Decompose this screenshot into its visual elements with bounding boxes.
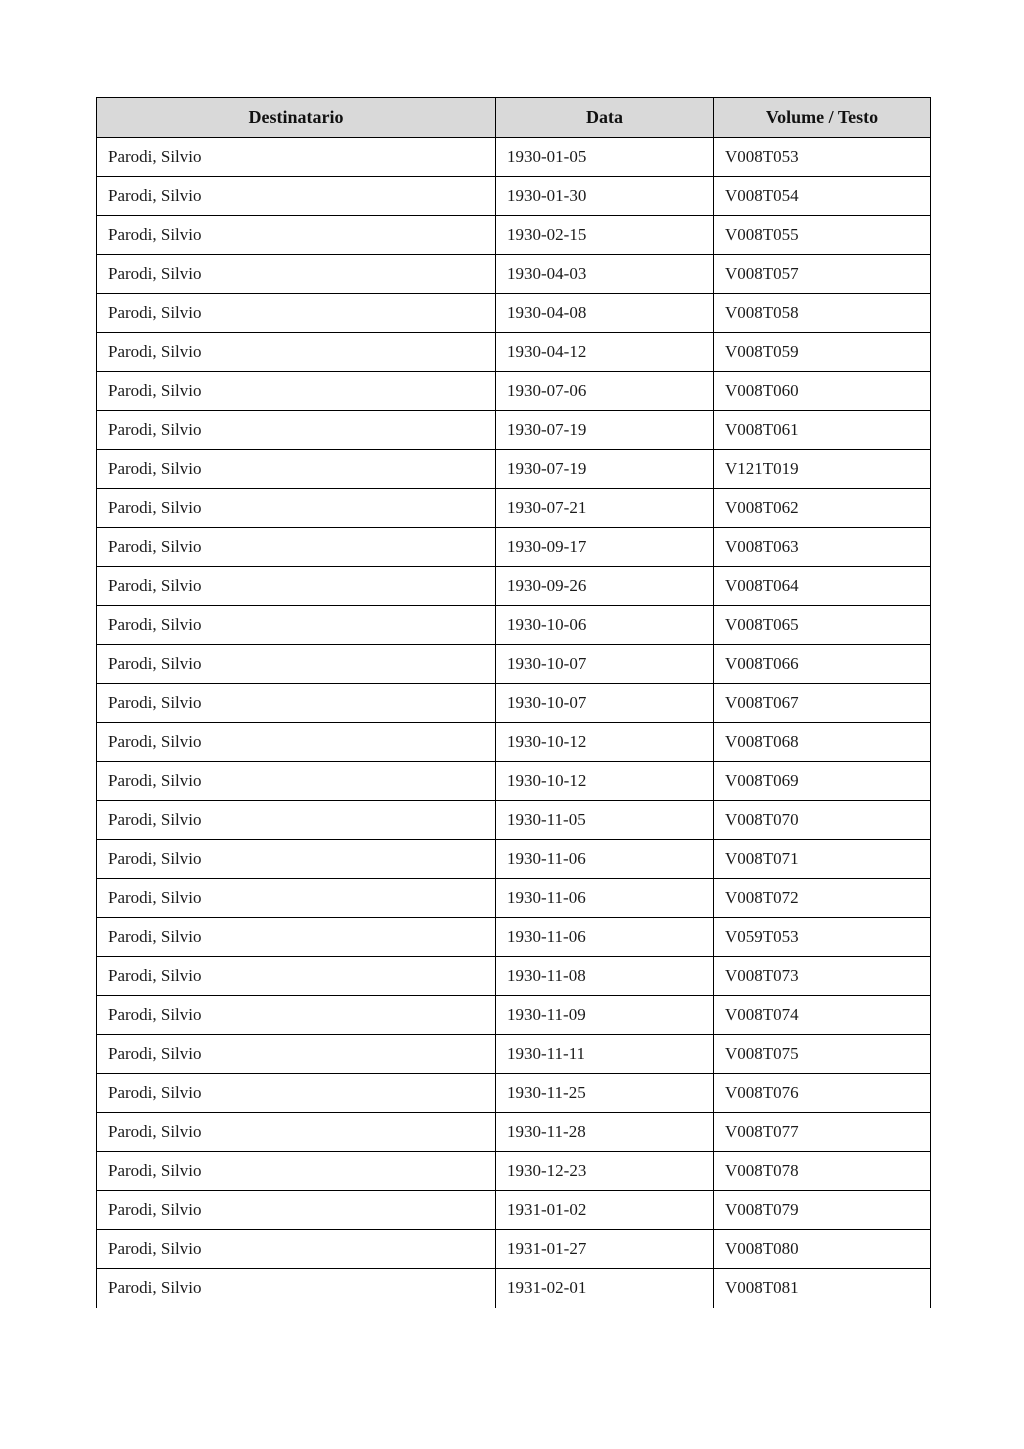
cell-data: 1930-10-07 xyxy=(496,684,714,723)
table-row xyxy=(97,879,931,918)
table-row xyxy=(97,762,931,801)
cell-data: 1930-11-06 xyxy=(496,879,714,918)
table-row xyxy=(97,216,931,255)
table-row xyxy=(97,606,931,645)
cell-data: 1930-11-08 xyxy=(496,957,714,996)
table-row xyxy=(97,1230,931,1269)
cell-destinatario: Parodi, Silvio xyxy=(97,801,496,840)
table-row xyxy=(97,489,931,528)
cell-data: 1930-02-15 xyxy=(496,216,714,255)
cell-destinatario: Parodi, Silvio xyxy=(97,450,496,489)
cell-destinatario: Parodi, Silvio xyxy=(97,879,496,918)
cell-volume-testo: V008T053 xyxy=(714,138,931,177)
cell-data: 1930-11-09 xyxy=(496,996,714,1035)
cell-destinatario: Parodi, Silvio xyxy=(97,372,496,411)
cell-data: 1930-09-17 xyxy=(496,528,714,567)
cell-destinatario: Parodi, Silvio xyxy=(97,489,496,528)
cell-destinatario: Parodi, Silvio xyxy=(97,1152,496,1191)
cell-destinatario: Parodi, Silvio xyxy=(97,1269,496,1308)
cell-data: 1930-07-19 xyxy=(496,450,714,489)
table-row xyxy=(97,1191,931,1230)
cell-volume-testo: V008T058 xyxy=(714,294,931,333)
correspondence-table xyxy=(96,97,931,1308)
cell-volume-testo: V008T063 xyxy=(714,528,931,567)
table-row xyxy=(97,255,931,294)
cell-volume-testo: V008T065 xyxy=(714,606,931,645)
table-row xyxy=(97,294,931,333)
cell-data: 1930-10-12 xyxy=(496,723,714,762)
table-row xyxy=(97,528,931,567)
cell-destinatario: Parodi, Silvio xyxy=(97,1074,496,1113)
cell-volume-testo: V008T055 xyxy=(714,216,931,255)
cell-destinatario: Parodi, Silvio xyxy=(97,840,496,879)
table-row xyxy=(97,1074,931,1113)
table-row xyxy=(97,1035,931,1074)
table-row xyxy=(97,450,931,489)
cell-data: 1930-01-05 xyxy=(496,138,714,177)
cell-destinatario: Parodi, Silvio xyxy=(97,723,496,762)
cell-destinatario: Parodi, Silvio xyxy=(97,411,496,450)
cell-data: 1930-12-23 xyxy=(496,1152,714,1191)
cell-volume-testo: V008T062 xyxy=(714,489,931,528)
cell-volume-testo: V008T073 xyxy=(714,957,931,996)
table-row xyxy=(97,840,931,879)
cell-data: 1930-11-28 xyxy=(496,1113,714,1152)
cell-volume-testo: V008T071 xyxy=(714,840,931,879)
table-row xyxy=(97,957,931,996)
cell-volume-testo: V008T068 xyxy=(714,723,931,762)
table-row xyxy=(97,138,931,177)
cell-volume-testo: V008T074 xyxy=(714,996,931,1035)
cell-destinatario: Parodi, Silvio xyxy=(97,762,496,801)
cell-volume-testo: V008T059 xyxy=(714,333,931,372)
cell-destinatario: Parodi, Silvio xyxy=(97,606,496,645)
table-row xyxy=(97,684,931,723)
table-row xyxy=(97,333,931,372)
cell-destinatario: Parodi, Silvio xyxy=(97,996,496,1035)
cell-data: 1930-09-26 xyxy=(496,567,714,606)
cell-volume-testo: V008T057 xyxy=(714,255,931,294)
cell-destinatario: Parodi, Silvio xyxy=(97,957,496,996)
cell-data: 1930-04-12 xyxy=(496,333,714,372)
cell-data: 1930-11-06 xyxy=(496,918,714,957)
cell-data: 1930-04-08 xyxy=(496,294,714,333)
cell-destinatario: Parodi, Silvio xyxy=(97,918,496,957)
cell-data: 1930-10-12 xyxy=(496,762,714,801)
cell-data: 1930-11-05 xyxy=(496,801,714,840)
cell-data: 1930-07-19 xyxy=(496,411,714,450)
cell-volume-testo: V121T019 xyxy=(714,450,931,489)
table-row xyxy=(97,645,931,684)
cell-volume-testo: V008T072 xyxy=(714,879,931,918)
cell-destinatario: Parodi, Silvio xyxy=(97,1035,496,1074)
cell-data: 1931-01-02 xyxy=(496,1191,714,1230)
cell-volume-testo: V008T081 xyxy=(714,1269,931,1308)
cell-destinatario: Parodi, Silvio xyxy=(97,1230,496,1269)
cell-volume-testo: V008T075 xyxy=(714,1035,931,1074)
cell-data: 1930-11-11 xyxy=(496,1035,714,1074)
cell-data: 1930-11-25 xyxy=(496,1074,714,1113)
table-row xyxy=(97,567,931,606)
cell-destinatario: Parodi, Silvio xyxy=(97,528,496,567)
cell-volume-testo: V008T067 xyxy=(714,684,931,723)
cell-data: 1930-01-30 xyxy=(496,177,714,216)
cell-destinatario: Parodi, Silvio xyxy=(97,333,496,372)
cell-destinatario: Parodi, Silvio xyxy=(97,645,496,684)
cell-data: 1931-01-27 xyxy=(496,1230,714,1269)
table-row xyxy=(97,723,931,762)
cell-data: 1930-10-06 xyxy=(496,606,714,645)
cell-data: 1931-02-01 xyxy=(496,1269,714,1308)
table-row xyxy=(97,918,931,957)
cell-volume-testo: V008T077 xyxy=(714,1113,931,1152)
cell-data: 1930-04-03 xyxy=(496,255,714,294)
table-row xyxy=(97,996,931,1035)
cell-data: 1930-10-07 xyxy=(496,645,714,684)
cell-destinatario: Parodi, Silvio xyxy=(97,684,496,723)
table-row xyxy=(97,1152,931,1191)
cell-destinatario: Parodi, Silvio xyxy=(97,216,496,255)
cell-destinatario: Parodi, Silvio xyxy=(97,255,496,294)
table-header-row xyxy=(97,98,931,138)
column-header-destinatario: Destinatario xyxy=(97,98,496,138)
cell-volume-testo: V059T053 xyxy=(714,918,931,957)
cell-destinatario: Parodi, Silvio xyxy=(97,138,496,177)
cell-volume-testo: V008T060 xyxy=(714,372,931,411)
cell-volume-testo: V008T076 xyxy=(714,1074,931,1113)
cell-volume-testo: V008T080 xyxy=(714,1230,931,1269)
table-row xyxy=(97,411,931,450)
cell-volume-testo: V008T064 xyxy=(714,567,931,606)
table-row xyxy=(97,372,931,411)
table-row xyxy=(97,801,931,840)
cell-data: 1930-11-06 xyxy=(496,840,714,879)
table-row xyxy=(97,1113,931,1152)
cell-volume-testo: V008T061 xyxy=(714,411,931,450)
cell-volume-testo: V008T069 xyxy=(714,762,931,801)
cell-destinatario: Parodi, Silvio xyxy=(97,177,496,216)
cell-data: 1930-07-21 xyxy=(496,489,714,528)
table-row xyxy=(97,1269,931,1308)
cell-destinatario: Parodi, Silvio xyxy=(97,1113,496,1152)
cell-destinatario: Parodi, Silvio xyxy=(97,567,496,606)
cell-data: 1930-07-06 xyxy=(496,372,714,411)
cell-volume-testo: V008T078 xyxy=(714,1152,931,1191)
column-header-data: Data xyxy=(496,98,714,138)
cell-destinatario: Parodi, Silvio xyxy=(97,1191,496,1230)
column-header-volume-testo: Volume / Testo xyxy=(714,98,931,138)
cell-volume-testo: V008T054 xyxy=(714,177,931,216)
table-row xyxy=(97,177,931,216)
cell-destinatario: Parodi, Silvio xyxy=(97,294,496,333)
cell-volume-testo: V008T066 xyxy=(714,645,931,684)
cell-volume-testo: V008T079 xyxy=(714,1191,931,1230)
cell-volume-testo: V008T070 xyxy=(714,801,931,840)
